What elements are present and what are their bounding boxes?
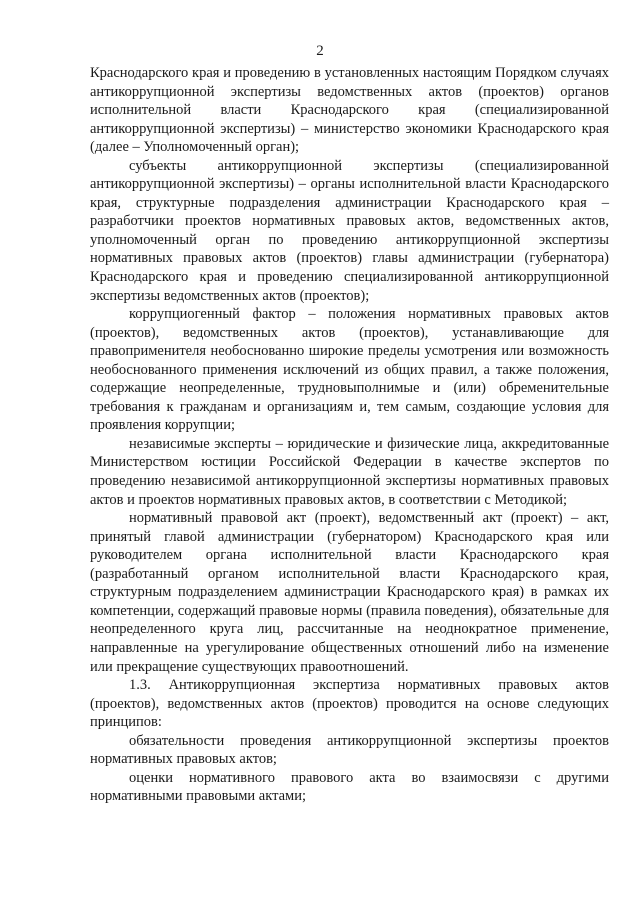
document-body xyxy=(90,64,609,806)
paragraph-section-1-3: 1.3. Антикоррупционная экспертиза нормативных правовых актов (проектов), ведомственных актов (проектов) проводится на основе следующих принципов: xyxy=(90,677,609,731)
paragraph-definition-normative-act: нормативный правовой акт (проект), ведомственный акт (проект) – акт, принятый главой администрации (губернатором) Краснодарского края или руководителем органа исполнительной власти Краснодарского края (разработанный органом исполнительной власти Краснодарского края, структурным подразделением администрации Краснодарского края) в рамках их компетенции, содержащий правовые нормы (правила поведения), обязательные для неопределенного круга лиц, рассчитанные на неоднократное применение, направленные на урегулирование общественных отношений либо на изменение или прекращение существующих правоотношений. xyxy=(90,510,609,675)
paragraph-continuation: Краснодарского края и проведению в установленных настоящим Порядком случаях антикоррупционной экспертизы ведомственных актов (проектов) органов исполнительной власти Краснодарского края (специализированной антикоррупционной экспертизы) – министерство экономики Краснодарского края (далее – Уполномоченный орган); xyxy=(90,65,609,156)
paragraph-definition-independent-experts: независимые эксперты – юридические и физические лица, аккредитованные Министерством юстиции Российской Федерации в качестве экспертов по проведению независимой антикоррупционной экспертизы нормативных правовых актов и проектов нормативных правовых актов, в соответствии с Методикой; xyxy=(90,435,609,508)
paragraph-principle-assessment: оценки нормативного правового акта во взаимосвязи с другими нормативными правовыми актами; xyxy=(90,769,609,805)
paragraph-principle-mandatory: обязательности проведения антикоррупционной экспертизы проектов нормативных правовых актов; xyxy=(90,732,609,768)
paragraph-definition-subjects: субъекты антикоррупционной экспертизы (специализированной антикоррупционной экспертизы) – органы исполнительной власти Краснодарского края, структурные подразделения администрации Краснодарского края – разработчики проектов нормативных правовых актов, ведомственных актов, уполномоченный орган по проведению антикоррупционной экспертизы нормативных правовых актов (проектов) главы администрации (губернатора) Краснодарского края и проведению специализированной антикоррупционной экспертизы ведомственных актов (проектов); xyxy=(90,157,609,304)
paragraph-definition-corruption-factor: коррупциогенный фактор – положения нормативных правовых актов (проектов), ведомственных актов (проектов), устанавливающие для правоприменителя необоснованно широкие пределы усмотрения или возможность необоснованного применения исключений из общих правил, а также положения, содержащие неопределенные, трудновыполнимые и (или) обременительные требования к гражданам и организациям и, тем самым, создающие условия для проявления коррупции; xyxy=(90,306,609,434)
page-number: 2 xyxy=(316,43,324,59)
